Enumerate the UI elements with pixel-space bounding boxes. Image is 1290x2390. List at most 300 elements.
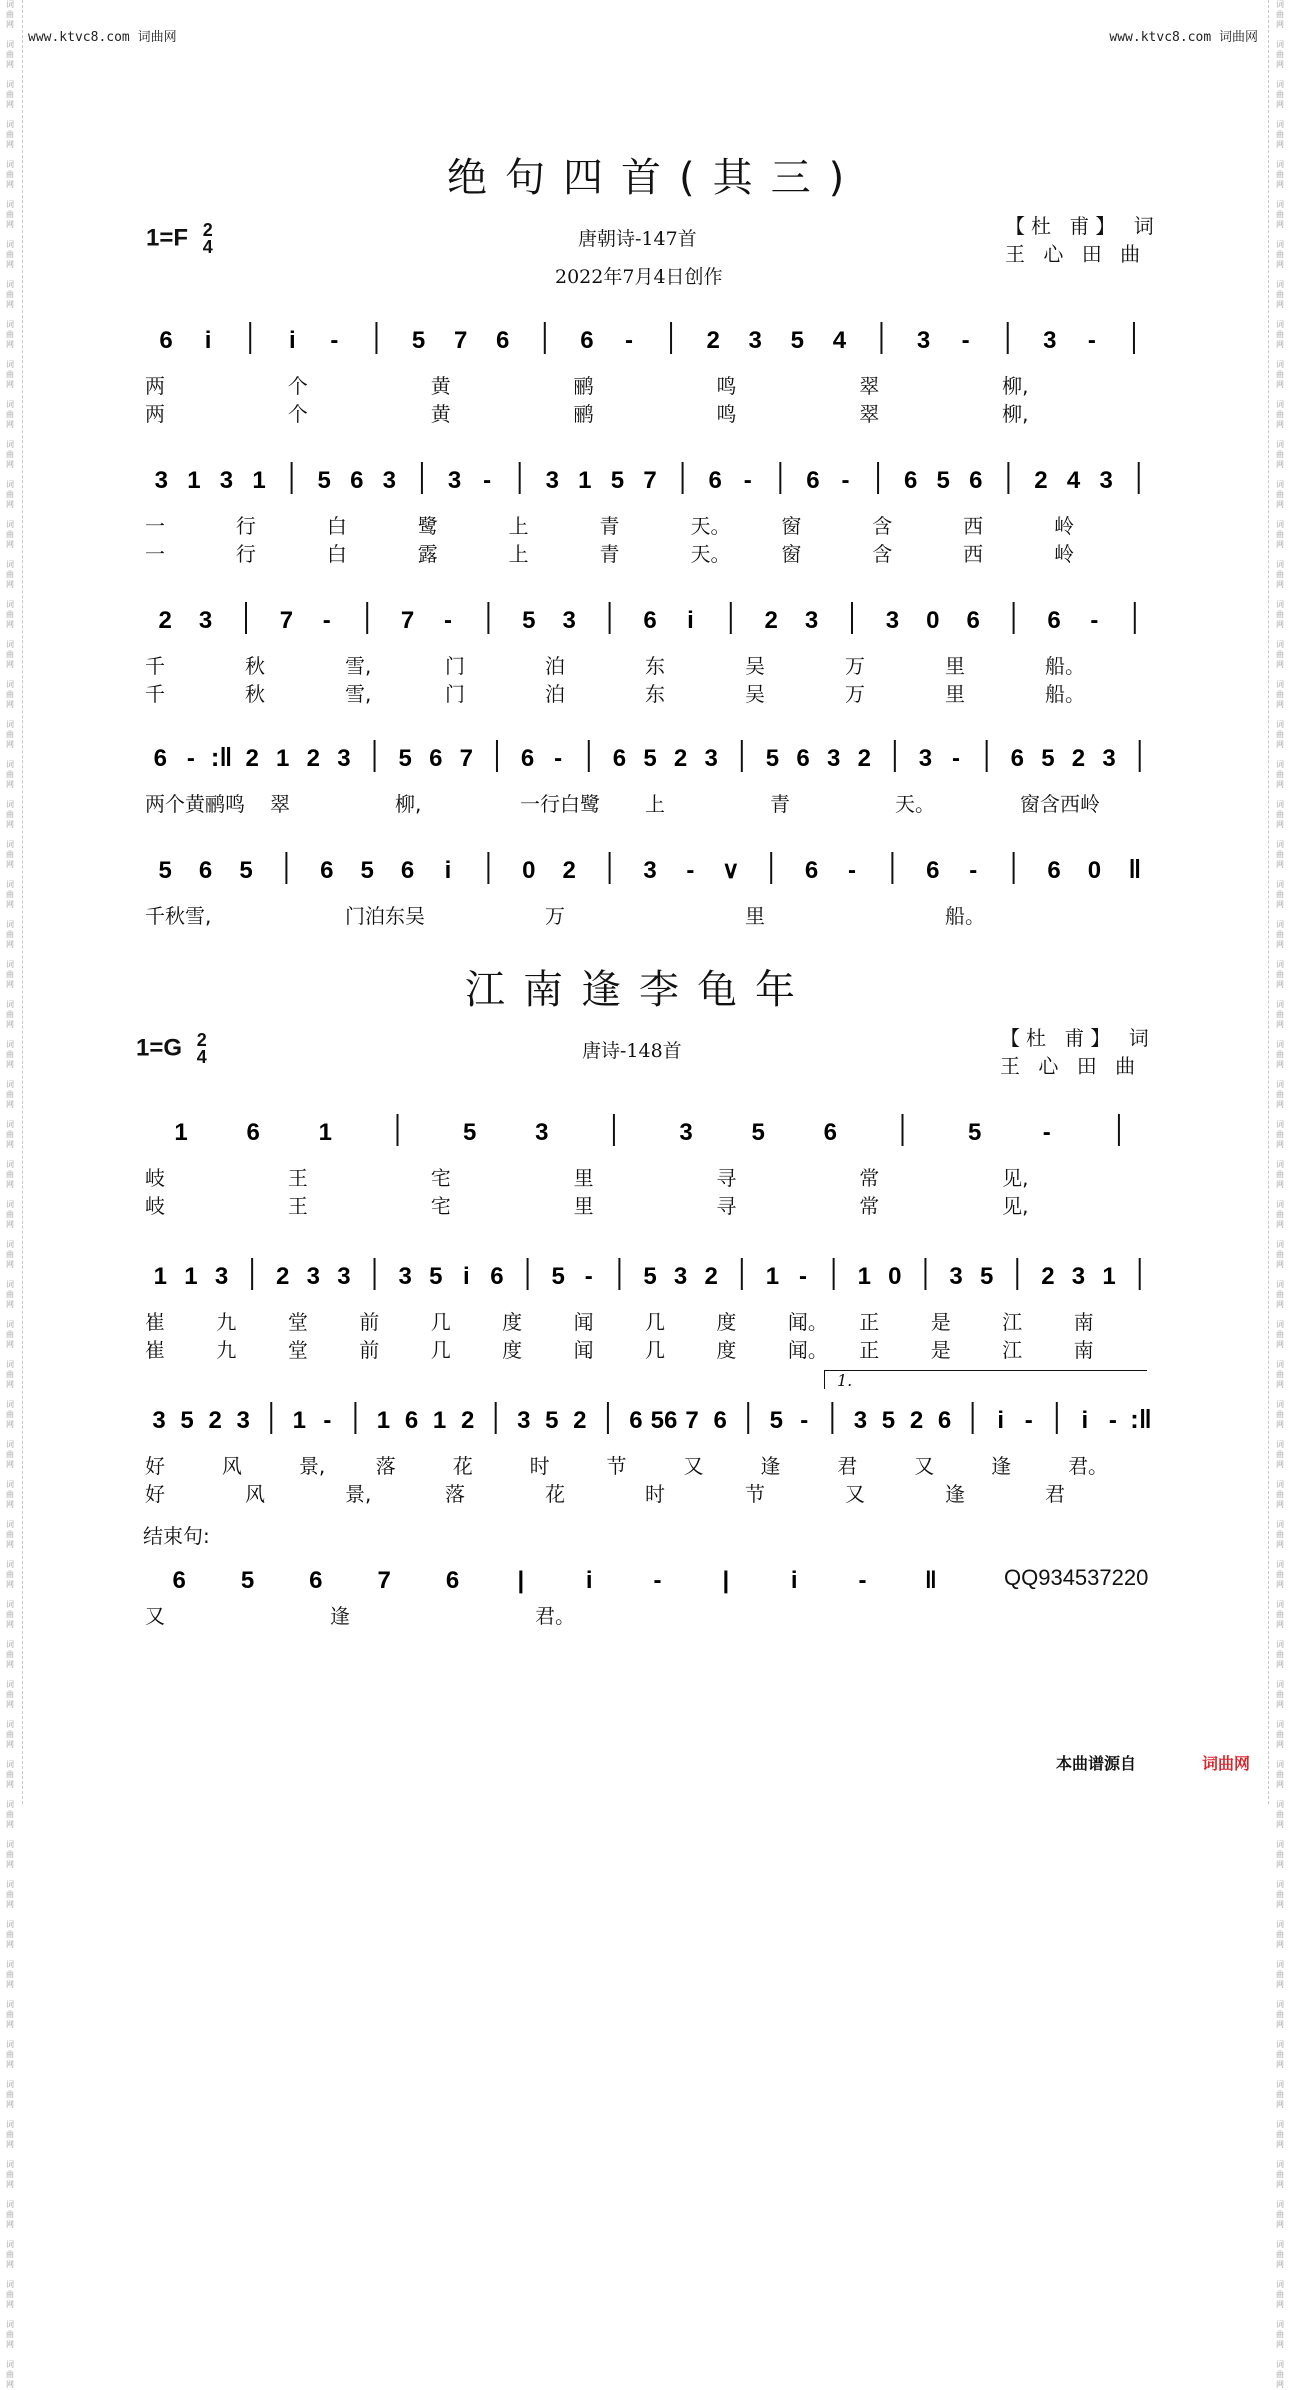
song2-lyric-v1: 前: [359, 1310, 380, 1334]
song1-lyric-v2: 船。: [1045, 682, 1085, 706]
note: 6: [643, 607, 657, 634]
song1-lyric-v2: 鸣: [716, 402, 737, 426]
song1-lyric-v1: 一: [145, 514, 165, 538]
note: -: [1042, 1119, 1051, 1146]
song1-lyric-v2: 露: [417, 542, 438, 566]
song1-lyric-v1: 西: [963, 514, 984, 538]
song2-lyric-v1: 堂: [287, 1310, 308, 1334]
song1-lyric-v1: 翠: [270, 792, 290, 816]
note: 7: [377, 1567, 391, 1594]
song1-lyric-v1: 鹂: [573, 374, 594, 398]
note: 1: [1102, 1263, 1116, 1290]
song2-lyric-v1: 好: [145, 1454, 165, 1478]
song2-lyric-v2: 宅: [430, 1194, 451, 1218]
song1-lyric-v1: 青: [599, 514, 620, 538]
ending-notation-svg: [145, 1560, 965, 1600]
song2-notation-svg: [145, 1400, 1155, 1440]
song1-lyric-v2: 上: [508, 542, 529, 566]
note: 2: [909, 1407, 924, 1434]
song1-lyric-v2: 含: [872, 542, 893, 566]
note: 0: [926, 607, 940, 634]
barline: |: [722, 1567, 730, 1594]
song2-lyric-v1: 闻: [573, 1310, 594, 1334]
note: 5: [751, 1119, 765, 1146]
note: 5: [790, 327, 804, 354]
note: 6: [520, 745, 535, 772]
song2-lyric-v2: 里: [573, 1194, 594, 1218]
note: -: [653, 1567, 662, 1594]
note: 2: [1041, 1263, 1055, 1290]
note: -: [1090, 607, 1099, 634]
song2-lyric-v1: 里: [573, 1166, 594, 1190]
note: 6: [966, 607, 980, 634]
song1-lyric-v1: 天。: [895, 792, 935, 816]
note: i: [204, 327, 212, 354]
song2-lyric-v1: 王: [287, 1166, 308, 1190]
note: i: [790, 1567, 798, 1594]
note: 6: [159, 327, 173, 354]
note: 3: [517, 1407, 531, 1434]
header-left-url[interactable]: www.ktvc8.com: [28, 30, 130, 45]
song2-staff-row: [145, 1371, 1155, 1440]
song1-notation-svg: [145, 600, 1155, 640]
song1-lyric-v2: 万: [845, 682, 865, 706]
song1-lyric-v2: 柳,: [1002, 402, 1029, 426]
note: 5: [360, 857, 374, 884]
song1-lyric-v1: 鹭: [417, 514, 438, 538]
note: -: [841, 467, 850, 494]
note: 2: [706, 327, 720, 354]
song2-lyric-v2: 节: [745, 1482, 765, 1506]
note: i: [463, 1263, 470, 1290]
song2-notation-svg: [145, 1256, 1155, 1296]
note: 7: [279, 607, 294, 634]
song1-lyric-v1: 万: [545, 904, 565, 928]
song1-lyric-v1: 里: [945, 654, 965, 678]
note: 5: [398, 745, 412, 772]
note: 5: [936, 467, 950, 494]
note: 5: [643, 1263, 657, 1290]
note: 5: [551, 1263, 565, 1290]
song2-lyric-v1: 度: [502, 1310, 523, 1334]
note: 3: [1102, 745, 1116, 772]
note: 3: [447, 467, 462, 494]
note: i: [687, 607, 694, 634]
note: 6: [350, 467, 364, 494]
note: -: [554, 745, 563, 772]
note: i: [444, 857, 452, 884]
song1-lyric-v1: 天。: [690, 514, 731, 538]
note: 5: [429, 1263, 443, 1290]
song2-lyric-v2: 堂: [287, 1338, 308, 1362]
song1-lyric-v1: 青: [770, 792, 790, 816]
song1-lyric-v1: 泊: [545, 654, 565, 678]
note: 3: [198, 607, 213, 634]
note: 6: [708, 467, 722, 494]
note: 1: [432, 1407, 447, 1434]
note: 6: [153, 745, 167, 772]
song1-notation-svg: [145, 850, 1155, 890]
song2-lyric-v1: 是: [930, 1310, 951, 1334]
song1-lyric-v2: 秋: [245, 682, 265, 706]
note: 3: [236, 1407, 250, 1434]
note: i: [288, 327, 296, 354]
song1-key: 1=F: [146, 224, 189, 252]
note: 7: [453, 327, 468, 354]
song1-meta-date: 2022年7月4日创作: [555, 266, 723, 288]
note: 6: [490, 1263, 504, 1290]
note: -: [1087, 327, 1096, 354]
song2-lyric-v1: 宅: [430, 1166, 451, 1190]
note: 5: [239, 857, 253, 884]
note: i: [997, 1407, 1005, 1434]
note: 6: [320, 857, 334, 884]
note: 5: [1041, 745, 1055, 772]
note: 4: [1066, 467, 1081, 494]
note: 0: [522, 857, 536, 884]
song1-lyric-v2: 西: [963, 542, 984, 566]
song1-lyric-v1: 翠: [859, 374, 880, 398]
song2-lyric-v2: 度: [502, 1338, 523, 1362]
note: 3: [152, 1407, 166, 1434]
header-left-site[interactable]: 词曲网: [137, 30, 177, 45]
song2-lyric-v1: 九: [216, 1310, 237, 1334]
song2-lyric-v1: 逢: [991, 1454, 1012, 1478]
note: -: [743, 467, 752, 494]
ending-staff-row: [145, 1560, 965, 1600]
note: 5: [765, 745, 780, 772]
note: 1: [765, 1263, 780, 1290]
song1-lyric-v2: 窗: [781, 542, 802, 566]
song1-lyric-v1: 柳,: [1002, 374, 1029, 398]
note: 3: [918, 745, 933, 772]
song1-lyric-v1: 雪,: [345, 654, 372, 678]
note: -: [952, 745, 961, 772]
left-margin-line: [22, 0, 23, 1804]
song1-lyric-v1: 岭: [1054, 514, 1075, 538]
song1-composer: 王 心 田 曲: [1005, 242, 1147, 266]
song2-staff-row: [145, 1256, 1155, 1296]
note: -: [961, 327, 970, 354]
song2-lyric-v2: 常: [859, 1194, 880, 1218]
note: 3: [562, 607, 576, 634]
note: 2: [245, 745, 259, 772]
song2-notation-svg: [145, 1112, 1155, 1152]
song1-lyric-v1: 里: [745, 904, 765, 928]
song2-lyric-v1: 崔: [145, 1310, 165, 1334]
song2-lyric-v2: 前: [359, 1338, 380, 1362]
note: 5: [610, 467, 625, 494]
song2-lyric-v1: 度: [716, 1310, 737, 1334]
song1-lyric-v1: 鸣: [716, 374, 737, 398]
note: 2: [158, 607, 172, 634]
song1-lyric-v1: 柳,: [395, 792, 422, 816]
note: 6: [429, 745, 443, 772]
song2-lyric-v2: 崔: [145, 1338, 165, 1362]
song2-key-signature: [136, 1032, 207, 1066]
note: 5: [411, 327, 426, 354]
song2-lyric-v2: 景,: [345, 1482, 372, 1506]
note: 1: [857, 1263, 871, 1290]
note: 6: [404, 1407, 419, 1434]
note: 6: [445, 1567, 460, 1594]
song1-notation-svg: [145, 738, 1155, 778]
note: -: [322, 607, 331, 634]
repeat-barline: ‖: [1128, 854, 1142, 884]
note: 3: [885, 607, 900, 634]
note: 6: [806, 467, 820, 494]
note: 6: [309, 1567, 323, 1594]
note: 6: [496, 327, 510, 354]
note: 3: [214, 1263, 229, 1290]
note: 2: [460, 1407, 475, 1434]
note: -: [483, 467, 492, 494]
song2-lyric-v1: 景,: [298, 1454, 326, 1478]
note: ∨: [722, 857, 740, 884]
song1-time-num: 2: [202, 220, 213, 240]
note: 6: [796, 745, 810, 772]
song1-lyric-v1: 窗: [781, 514, 802, 538]
song2-lyric-v2: 君: [1045, 1482, 1065, 1506]
song1-lyric-v1: 东: [645, 654, 665, 678]
song2-lyric-v1: 逢: [760, 1454, 781, 1478]
note: -: [799, 1263, 808, 1290]
note: 2: [276, 1263, 290, 1290]
song1-lyric-v2: 泊: [545, 682, 565, 706]
song1-lyric-v1: 窗含西岭: [1020, 792, 1100, 816]
song2-lyric-v2: 落: [445, 1482, 465, 1506]
song2-lyric-v1: 南: [1073, 1310, 1094, 1334]
song2-lyric-v2: 江: [1002, 1338, 1023, 1362]
note: -: [848, 857, 856, 884]
song1-notation-svg: [145, 320, 1155, 360]
song2-lyric-v1: 风: [221, 1454, 242, 1478]
note: -: [686, 857, 695, 884]
song1-lyric-v2: 行: [235, 542, 256, 566]
note: 1: [184, 1263, 198, 1290]
note: 5: [180, 1407, 194, 1434]
note: 6: [1047, 607, 1061, 634]
header-right-site[interactable]: 词曲网: [1218, 30, 1258, 45]
note: 5: [240, 1567, 255, 1594]
note: 2: [673, 745, 688, 772]
note: 5: [317, 467, 331, 494]
song2-lyric-v1: 又: [683, 1454, 704, 1478]
note: 1: [292, 1407, 306, 1434]
note: -: [858, 1567, 867, 1594]
note: 3: [545, 467, 559, 494]
note: 5: [643, 745, 657, 772]
note: 2: [562, 857, 576, 884]
song2-title: 江南逢李龟年: [465, 967, 813, 1013]
note: 6: [198, 857, 213, 884]
note: -: [584, 1263, 593, 1290]
note: 7: [459, 745, 474, 772]
song2-lyric-v2: 寻: [716, 1194, 737, 1218]
song2-lyric-v2: 正: [859, 1338, 880, 1362]
song1-lyric-v2: 雪,: [345, 682, 372, 706]
note: 3: [916, 327, 931, 354]
note: 3: [804, 607, 819, 634]
note: -: [624, 327, 633, 354]
note: 2: [306, 745, 321, 772]
song1-lyric-v1: 吴: [745, 654, 765, 678]
note: i: [585, 1567, 593, 1594]
note: 1: [252, 467, 266, 494]
repeat-barline: :‖: [210, 742, 233, 772]
left-watermark-strip: 词 曲 网 词 曲 网 词 曲 网 词 曲 网 词 曲 网 词 曲 网 词 曲 网 词 曲 网 词 曲 网 词 曲 网 词 曲 网 词 曲 网 词 曲 网 词 曲 网 词 曲 网 词 曲 网 词 曲 网 词 曲 网 词 曲 网 词 曲 网 词 曲 网 词 曲 网 词 曲 网 词 曲 网 词 曲 网 词 曲 网 词 曲 网 词 曲 网 词 曲 网 词 曲 网 词 曲 网 词 曲 网 词 曲 网 词 曲 网 词 曲 网 词 曲 网 词 曲 网 词 曲 网 词 曲 网 词 曲 网 词 曲 网 词 曲 网 词 曲 网 词 曲 网 词 曲 网 词 曲 网 词 曲 网 词 曲 网 词 曲 网 词 曲 网 词 曲 网 词 曲 网 词 曲 网 词 曲 网 词 曲 网 词 曲 网 词 曲 网 词 曲 网 词 曲 网 词 曲 网: [6, 0, 14, 2389]
song2-lyric-v1: 江: [1002, 1310, 1023, 1334]
note: 6: [903, 467, 918, 494]
note: 5: [545, 1407, 559, 1434]
note: 1: [578, 467, 592, 494]
qq-contact: QQ934537220: [1004, 1565, 1149, 1590]
song2-lyric-v2: 时: [645, 1482, 665, 1506]
song1-lyric-v1: 门: [445, 654, 465, 678]
song2-lyric-v2: 几: [430, 1338, 451, 1362]
song2-lyric-v2: 度: [716, 1338, 737, 1362]
song1-lyric-v1: 个: [287, 374, 308, 398]
song2-lyric-v2: 花: [545, 1482, 565, 1506]
song1-lyric-v1: 含: [872, 514, 893, 538]
note: 3: [949, 1263, 963, 1290]
note: 2: [208, 1407, 222, 1434]
header-right: [1109, 26, 1258, 45]
header-left: [28, 26, 177, 45]
note: 2: [573, 1407, 587, 1434]
song2-lyric-v2: 九: [216, 1338, 237, 1362]
song1-lyric-v1: 白: [326, 514, 347, 538]
note: -: [323, 1407, 332, 1434]
note: 6: [612, 745, 627, 772]
ending-lyric: 逢: [330, 1604, 350, 1628]
note: 0: [1087, 857, 1102, 884]
song1-lyric-v2: 门: [445, 682, 465, 706]
volta-bracket: 1.: [824, 1370, 1147, 1389]
song2-lyric-v2: 南: [1073, 1338, 1094, 1362]
song1-lyric-v1: 船。: [1045, 654, 1085, 678]
note: 1: [174, 1119, 188, 1146]
note: 1: [187, 467, 201, 494]
note: 3: [398, 1263, 412, 1290]
note: -: [186, 745, 195, 772]
barline: |: [517, 1567, 525, 1594]
note: 7: [400, 607, 415, 634]
note: 1: [276, 745, 290, 772]
song1-lyric-v1: 一行白鹭: [520, 792, 600, 816]
song2-lyric-v2: 逢: [945, 1482, 965, 1506]
song1-time-signature: [203, 222, 213, 256]
song2-staff-row: [145, 1112, 1155, 1152]
note: 2: [1071, 745, 1086, 772]
song1-lyric-v2: 两: [145, 402, 165, 426]
note: 3: [219, 467, 234, 494]
song2-meta-source: 唐诗-148首: [582, 1040, 682, 1062]
song2-lyric-v2: 几: [645, 1338, 665, 1362]
song1-lyric-v2: 天。: [690, 542, 731, 566]
song2-lyric-v1: 闻。: [787, 1310, 828, 1334]
song2-lyric-v1: 常: [859, 1166, 880, 1190]
note: 5: [769, 1407, 783, 1434]
song2-lyric-v1: 又: [914, 1454, 935, 1478]
song1-lyric-v1: 秋: [245, 654, 265, 678]
song2-lyric-v1: 花: [452, 1454, 473, 1478]
note: 1: [376, 1407, 391, 1434]
note: 6: [804, 857, 819, 884]
song1-lyric-v1: 万: [845, 654, 865, 678]
note: 2: [1034, 467, 1048, 494]
song2-lyric-v1: 落: [375, 1454, 396, 1478]
note: 4: [832, 327, 847, 354]
song1-meta-source: 唐朝诗-147首: [578, 228, 697, 250]
note: 3: [748, 327, 762, 354]
song2-lyric-v1: 几: [430, 1310, 451, 1334]
note: 0: [888, 1263, 902, 1290]
song2-lyric-v1: 君。: [1068, 1454, 1109, 1478]
note: 6: [629, 1407, 643, 1434]
note: -: [969, 857, 978, 884]
note: 1: [153, 1263, 167, 1290]
song2-time-num: 2: [196, 1030, 207, 1050]
song2-lyric-v2: 王: [287, 1194, 308, 1218]
song2-lyric-v2: 是: [930, 1338, 951, 1362]
ending-lyric: 又: [145, 1604, 165, 1628]
header-right-url[interactable]: www.ktvc8.com: [1109, 30, 1212, 45]
song1-lyric-v2: 白: [326, 542, 347, 566]
song1-staff-row: [145, 460, 1155, 500]
note: -: [800, 1407, 809, 1434]
song1-lyric-v1: 千秋雪,: [145, 904, 212, 928]
note: 2: [764, 607, 778, 634]
note: 3: [673, 1263, 688, 1290]
song1-key-signature: [146, 222, 213, 256]
song2-lyric-v1: 节: [606, 1454, 627, 1478]
song1-lyric-v2: 黄: [430, 402, 451, 426]
song1-lyric-v1: 黄: [430, 374, 451, 398]
song1-lyric-v2: 青: [599, 542, 620, 566]
song1-lyric-v1: 门泊东吴: [345, 904, 425, 928]
footer-site-link[interactable]: 词曲网: [1202, 1754, 1251, 1773]
note: 3: [853, 1407, 868, 1434]
note: 1: [318, 1119, 333, 1146]
note: 2: [704, 1263, 718, 1290]
note: i: [1081, 1407, 1089, 1434]
song1-lyric-v2: 个: [287, 402, 308, 426]
note: 6: [969, 467, 983, 494]
song2-lyric-v2: 岐: [145, 1194, 165, 1218]
song1-lyric-v1: 两: [145, 374, 165, 398]
note: 3: [535, 1119, 549, 1146]
song1-lyric-v1: 上: [645, 792, 665, 816]
song2-time-den: 4: [196, 1047, 207, 1067]
right-margin-line: [1268, 0, 1269, 1804]
note: 6: [926, 857, 940, 884]
right-watermark-strip: 词 曲 网 词 曲 网 词 曲 网 词 曲 网 词 曲 网 词 曲 网 词 曲 网 词 曲 网 词 曲 网 词 曲 网 词 曲 网 词 曲 网 词 曲 网 词 曲 网 词 曲 网 词 曲 网 词 曲 网 词 曲 网 词 曲 网 词 曲 网 词 曲 网 词 曲 网 词 曲 网 词 曲 网 词 曲 网 词 曲 网 词 曲 网 词 曲 网 词 曲 网 词 曲 网 词 曲 网 词 曲 网 词 曲 网 词 曲 网 词 曲 网 词 曲 网 词 曲 网 词 曲 网 词 曲 网 词 曲 网 词 曲 网 词 曲 网 词 曲 网 词 曲 网 词 曲 网 词 曲 网 词 曲 网 词 曲 网 词 曲 网 词 曲 网 词 曲 网 词 曲 网 词 曲 网 词 曲 网 词 曲 网 词 曲 网 词 曲 网 词 曲 网 词 曲 网 词 曲 网: [1276, 0, 1284, 2389]
song1-lyric-v1: 船。: [945, 904, 985, 928]
note: 3: [826, 745, 841, 772]
song1-notation-svg: [145, 460, 1155, 500]
note: 5: [967, 1119, 982, 1146]
note: 3: [1043, 327, 1057, 354]
note: 3: [1071, 1263, 1086, 1290]
song1-lyric-v1: 千: [145, 654, 165, 678]
song2-lyric-v2: 闻: [573, 1338, 594, 1362]
song1-title: 绝句四首(其三): [447, 155, 863, 201]
note: 2: [857, 745, 871, 772]
song1-time-den: 4: [202, 237, 213, 257]
note: 5: [522, 607, 536, 634]
note: 6: [1010, 745, 1024, 772]
